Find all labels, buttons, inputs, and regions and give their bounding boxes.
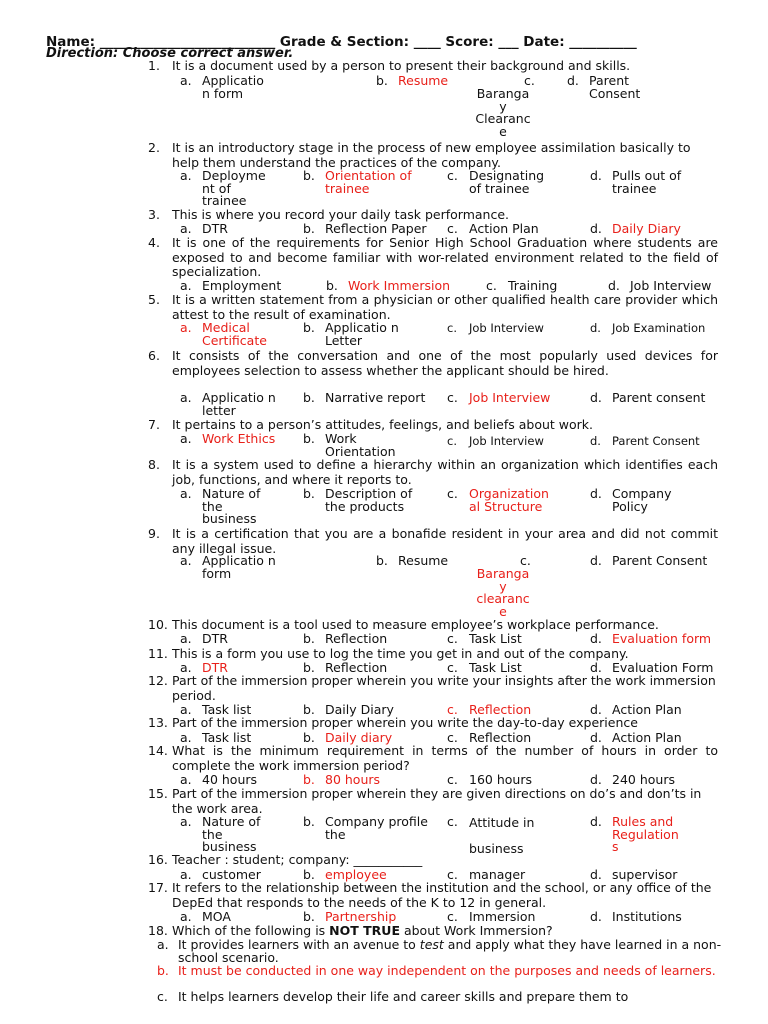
question-stem: What is the minimum requirement in terms of the number of hours in order to complete the work immersion period? xyxy=(172,743,718,773)
choice-text: DTR xyxy=(202,660,228,675)
header-line: Name: __________________________ Grade & Section: ____ Score: ___ Date: __________ xyxy=(46,34,637,50)
choice-letter: b. xyxy=(303,702,315,717)
choice-text: Designating of trainee xyxy=(469,168,545,196)
question-number: 1. xyxy=(148,58,160,73)
choice-text: Baranga y clearanc e xyxy=(476,566,530,619)
question-stem: This is where you record your daily task performance. xyxy=(172,207,509,222)
choice-letter: d. xyxy=(590,730,602,745)
choice-letter: c. xyxy=(447,168,458,183)
choice-letter: a. xyxy=(180,431,192,446)
choice-letter: c. xyxy=(447,221,458,236)
choices-1 xyxy=(180,73,740,139)
choice-letter: c. xyxy=(447,321,457,335)
question-5 xyxy=(148,293,718,322)
choice-c[interactable] xyxy=(447,223,567,236)
choice-letter: c. xyxy=(447,486,458,501)
choice-d[interactable] xyxy=(590,170,686,195)
choice-c[interactable] xyxy=(447,435,577,448)
choice-text: Partnership xyxy=(325,909,397,924)
choice-text: It provides learners with an avenue to test and apply what they have learned in a non-school scenario. xyxy=(178,937,722,965)
choice-b[interactable] xyxy=(376,555,476,568)
choice-letter: b. xyxy=(303,814,315,829)
choice-a[interactable] xyxy=(157,938,747,964)
choice-a[interactable] xyxy=(180,322,276,347)
question-13 xyxy=(148,716,718,731)
choice-a[interactable] xyxy=(180,555,276,580)
question-stem: Which of the following is NOT TRUE about Work Immersion? xyxy=(172,923,553,938)
choice-letter: d. xyxy=(590,434,601,448)
choice-letter: c. xyxy=(447,730,458,745)
choice-letter: a. xyxy=(180,814,192,829)
question-4 xyxy=(148,236,718,280)
choice-b[interactable] xyxy=(303,223,453,236)
choice-a[interactable] xyxy=(180,774,276,787)
choice-text: Work Ethics xyxy=(202,431,276,446)
question-stem: It consists of the conversation and one of the most popularly used devices for employees selection to assess whether the applicant should be hired. xyxy=(172,348,718,378)
choice-text: Task List xyxy=(469,631,522,646)
choice-text: Resume xyxy=(398,73,449,88)
choice-d[interactable] xyxy=(590,223,730,236)
question-stem: Part of the immersion proper wherein you write the day-to-day experience xyxy=(172,715,638,730)
question-number: 11. xyxy=(148,646,168,661)
choices-2 xyxy=(180,168,740,208)
question-stem: It is an introductory stage in the process of new employee assimilation basically to help them understand the practices of the company. xyxy=(172,140,691,170)
question-number: 15. xyxy=(148,786,168,801)
question-number: 10. xyxy=(148,617,168,632)
question-1 xyxy=(148,59,718,74)
choice-text: Action Plan xyxy=(612,702,682,717)
choice-a[interactable] xyxy=(180,280,310,293)
question-stem: It is a certification that you are a bonafide resident in your area and did not commit any illegal issue. xyxy=(172,526,718,556)
choice-a[interactable] xyxy=(180,73,264,101)
choice-letter: a. xyxy=(180,221,192,236)
choice-text: Applicatio n letter xyxy=(202,390,276,418)
choice-text: Rules and Regulation s xyxy=(612,814,679,854)
choice-a[interactable] xyxy=(180,392,276,417)
choice-text: Deployme nt of trainee xyxy=(202,168,266,208)
choice-letter: d. xyxy=(590,909,602,924)
choice-c[interactable] xyxy=(447,322,577,335)
question-number: 4. xyxy=(148,235,160,250)
choice-text: Company profile the xyxy=(325,814,428,842)
choice-text: 240 hours xyxy=(612,772,675,787)
choice-d[interactable] xyxy=(590,774,740,787)
choice-letter: a. xyxy=(180,486,192,501)
choices-8 xyxy=(180,486,740,526)
choice-text: Reflection Paper xyxy=(325,221,427,236)
question-8 xyxy=(148,458,718,487)
choices-6 xyxy=(180,390,740,418)
choice-letter: d. xyxy=(590,553,602,568)
choice-text: Reflection xyxy=(469,730,532,745)
choice-b[interactable] xyxy=(303,392,453,405)
question-17 xyxy=(148,881,718,910)
choice-text: Organization al Structure xyxy=(469,486,549,514)
choice-text: Immersion xyxy=(469,909,536,924)
choice-b[interactable] xyxy=(303,816,445,841)
choice-letter: a. xyxy=(180,278,192,293)
choice-letter: d. xyxy=(590,321,601,335)
choice-a[interactable] xyxy=(180,488,272,526)
choices-9 xyxy=(180,553,740,619)
choice-text: Action Plan xyxy=(469,221,539,236)
choice-a[interactable] xyxy=(180,223,290,236)
question-number: 2. xyxy=(148,140,160,155)
choice-letter: a. xyxy=(180,631,192,646)
choice-a[interactable] xyxy=(180,816,272,854)
choice-text: Training xyxy=(508,278,558,293)
choice-text: Evaluation Form xyxy=(612,660,714,675)
question-stem: Part of the immersion proper wherein they are given directions on do’s and don’ts in the work area. xyxy=(172,786,702,816)
choice-a[interactable] xyxy=(180,433,300,446)
choice-letter: d. xyxy=(608,278,620,293)
question-number: 18. xyxy=(148,923,168,938)
choices-15 xyxy=(180,814,740,856)
question-number: 5. xyxy=(148,292,160,307)
choice-letter: a. xyxy=(180,772,192,787)
choice-text: Description of the products xyxy=(325,486,413,514)
choice-text: Task list xyxy=(202,730,252,745)
choice-text: 40 hours xyxy=(202,772,258,787)
choice-d[interactable] xyxy=(590,392,740,405)
choice-b[interactable] xyxy=(303,911,433,924)
choice-text: Medical Certificate xyxy=(202,320,267,348)
choice-text: customer xyxy=(202,867,261,882)
choice-a[interactable] xyxy=(180,633,276,646)
choice-d[interactable] xyxy=(567,75,657,100)
question-number: 7. xyxy=(148,417,160,432)
choice-text: Daily diary xyxy=(325,730,393,745)
choice-letter: a. xyxy=(180,867,192,882)
question-number: 17. xyxy=(148,880,168,895)
choice-text: Baranga y Clearanc e xyxy=(475,86,531,139)
choice-c[interactable] xyxy=(447,911,557,924)
choice-text: MOA xyxy=(202,909,231,924)
choice-text: Attitude in business xyxy=(469,815,535,856)
choice-b[interactable] xyxy=(303,433,399,458)
question-stem: It is one of the requirements for Senior High School Graduation where students are exposed to and become familiar with wor-related environment related to the field of specialization. xyxy=(172,235,718,279)
choice-text: Applicatio n form xyxy=(202,553,276,581)
choice-text: Job Interview xyxy=(469,390,551,405)
choice-c[interactable] xyxy=(447,774,557,787)
question-stem: Part of the immersion proper wherein you write your insights after the work immersion period. xyxy=(172,673,716,703)
choice-letter: d. xyxy=(590,814,602,829)
question-number: 13. xyxy=(148,715,168,730)
choice-text: Company Policy xyxy=(612,486,672,514)
question-number: 16. xyxy=(148,852,168,867)
question-12 xyxy=(148,674,718,703)
question-6 xyxy=(148,349,718,378)
choice-text: 80 hours xyxy=(325,772,381,787)
choices-10 xyxy=(180,633,740,647)
choice-letter: c. xyxy=(447,434,457,448)
choice-letter: c. xyxy=(447,814,458,829)
question-16 xyxy=(148,853,718,868)
choice-text: Job Interview xyxy=(469,434,544,448)
choice-text: manager xyxy=(469,867,526,882)
choice-letter: b. xyxy=(376,553,388,568)
choice-letter: b. xyxy=(303,772,315,787)
choice-letter: c. xyxy=(447,702,458,717)
choice-text: Parent Consent xyxy=(612,553,708,568)
choice-letter: a. xyxy=(180,553,192,568)
choice-text: Daily Diary xyxy=(325,702,394,717)
choice-text: Job Examination xyxy=(612,321,706,335)
choice-a[interactable] xyxy=(180,911,276,924)
choices-5 xyxy=(180,320,740,348)
choice-text: supervisor xyxy=(612,867,678,882)
choice-letter: a. xyxy=(180,390,192,405)
choice-text: Reflection xyxy=(469,702,532,717)
choice-c[interactable] xyxy=(486,280,596,293)
choice-b[interactable] xyxy=(157,964,747,977)
choice-b[interactable] xyxy=(303,774,433,787)
choice-letter: a. xyxy=(180,168,192,183)
choice-letter: b. xyxy=(303,660,315,675)
question-stem: It is a document used by a person to present their background and skills. xyxy=(172,58,631,73)
choice-text: Narrative report xyxy=(325,390,426,405)
choice-text: DTR xyxy=(202,631,228,646)
choice-b[interactable] xyxy=(303,488,413,513)
choice-d[interactable] xyxy=(590,633,740,646)
question-9 xyxy=(148,527,718,556)
choice-letter: c. xyxy=(447,631,458,646)
question-stem: It is a system used to define a hierarchy within an organization which identifies each job, functions, and where it reports to. xyxy=(172,457,718,487)
question-number: 6. xyxy=(148,348,160,363)
choice-d[interactable] xyxy=(590,322,740,335)
choice-letter: c. xyxy=(447,867,458,882)
choice-letter: b. xyxy=(303,390,315,405)
choice-letter: a. xyxy=(157,937,169,952)
choice-text: It must be conducted in one way independent on the purposes and needs of learners. xyxy=(178,963,716,978)
choice-a[interactable] xyxy=(180,170,276,208)
choice-text: Job Interview xyxy=(469,321,544,335)
choice-d[interactable] xyxy=(590,816,686,854)
choice-letter: d. xyxy=(567,73,579,88)
choice-d[interactable] xyxy=(590,555,740,568)
choice-text: Task List xyxy=(469,660,522,675)
choice-text: Task list xyxy=(202,702,252,717)
choice-letter: b. xyxy=(303,631,315,646)
choice-text: Employment xyxy=(202,278,282,293)
choice-letter: d. xyxy=(590,631,602,646)
choice-letter: d. xyxy=(590,390,602,405)
choice-text: Parent Consent xyxy=(612,434,700,448)
choice-c[interactable] xyxy=(447,633,557,646)
choice-text: employee xyxy=(325,867,387,882)
question-stem: It pertains to a person’s attitudes, feelings, and beliefs about work. xyxy=(172,417,594,432)
choices-7 xyxy=(180,431,740,459)
choice-letter: b. xyxy=(303,730,315,745)
choice-c[interactable] xyxy=(474,555,538,618)
choice-letter: b. xyxy=(157,963,169,978)
direction-text: Direction: Choose correct answer. xyxy=(46,46,294,61)
choice-letter: b. xyxy=(303,867,315,882)
choice-text: Institutions xyxy=(612,909,682,924)
choice-letter: c. xyxy=(486,278,497,293)
choice-d[interactable] xyxy=(590,488,686,513)
choice-letter: b. xyxy=(303,168,315,183)
choice-letter: d. xyxy=(590,168,602,183)
question-14 xyxy=(148,744,718,773)
choice-text: It helps learners develop their life and career skills and prepare them to xyxy=(178,989,629,1004)
choice-letter: a. xyxy=(180,909,192,924)
choice-letter: c. xyxy=(157,989,168,1004)
choice-text: Nature of the business xyxy=(202,486,261,526)
choice-text: Work Orientation xyxy=(325,431,396,459)
question-number: 8. xyxy=(148,457,160,472)
choice-letter: d. xyxy=(590,867,602,882)
choice-letter: b. xyxy=(303,431,315,446)
choice-letter: a. xyxy=(180,702,192,717)
choice-letter: b. xyxy=(376,73,388,88)
choice-text: Reflection xyxy=(325,631,388,646)
question-number: 14. xyxy=(148,743,168,758)
question-15 xyxy=(148,787,718,816)
choice-letter: a. xyxy=(180,320,192,335)
choice-c[interactable] xyxy=(157,990,747,1003)
question-number: 3. xyxy=(148,207,160,222)
choice-text: Work Immersion xyxy=(348,278,451,293)
question-stem: It is a written statement from a physician or other qualified health care provider which attest to the result of examination. xyxy=(172,292,718,322)
question-stem: This is a form you use to log the time you get in and out of the company. xyxy=(172,646,629,661)
choice-c[interactable] xyxy=(447,488,563,513)
choice-letter: d. xyxy=(590,772,602,787)
question-2 xyxy=(148,141,718,170)
choice-letter: b. xyxy=(303,486,315,501)
choice-letter: c. xyxy=(520,553,531,568)
choice-letter: a. xyxy=(180,660,192,675)
choice-c[interactable] xyxy=(474,75,538,138)
choice-letter: b. xyxy=(303,909,315,924)
choice-letter: c. xyxy=(447,772,458,787)
choice-text: Applicatio n form xyxy=(202,73,264,101)
choice-d[interactable] xyxy=(590,911,740,924)
choice-b[interactable] xyxy=(303,322,399,347)
choice-b[interactable] xyxy=(303,170,415,195)
choice-letter: c. xyxy=(447,909,458,924)
choice-text: Daily Diary xyxy=(612,221,681,236)
choice-letter: d. xyxy=(590,486,602,501)
choice-text: Parent Consent xyxy=(589,73,641,101)
choice-text: 160 hours xyxy=(469,772,532,787)
choice-text: Pulls out of trainee xyxy=(612,168,682,196)
choice-letter: b. xyxy=(303,320,315,335)
question-stem: It refers to the relationship between the institution and the school, or any office of the DepEd that responds to the needs of the K to 12 in general. xyxy=(172,880,712,910)
choice-b[interactable] xyxy=(376,75,476,88)
choice-letter: d. xyxy=(590,660,602,675)
choice-c[interactable] xyxy=(447,170,557,195)
choice-letter: a. xyxy=(180,73,192,88)
choice-d[interactable] xyxy=(590,435,740,448)
choice-text: Nature of the business xyxy=(202,814,261,854)
choice-letter: c. xyxy=(524,73,535,88)
choice-b[interactable] xyxy=(303,633,433,646)
choice-letter: c. xyxy=(447,660,458,675)
choice-text: Applicatio n Letter xyxy=(325,320,399,348)
choice-text: Resume xyxy=(398,553,449,568)
question-number: 9. xyxy=(148,526,160,541)
choice-text: Reflection xyxy=(325,660,388,675)
question-stem: This document is a tool used to measure employee’s workplace performance. xyxy=(172,617,659,632)
choice-letter: a. xyxy=(180,730,192,745)
choice-text: Orientation of trainee xyxy=(325,168,412,196)
choice-text: Action Plan xyxy=(612,730,682,745)
question-stem: Teacher : student; company: ___________ xyxy=(172,852,423,867)
choice-d[interactable] xyxy=(608,280,738,293)
choice-text: Job Interview xyxy=(630,278,712,293)
choice-letter: b. xyxy=(326,278,338,293)
choice-letter: d. xyxy=(590,221,602,236)
choice-b[interactable] xyxy=(326,280,476,293)
choice-text: Parent consent xyxy=(612,390,706,405)
choice-text: DTR xyxy=(202,221,228,236)
choice-text: Evaluation form xyxy=(612,631,712,646)
choice-c[interactable] xyxy=(447,392,587,405)
choice-letter: b. xyxy=(303,221,315,236)
choice-letter: c. xyxy=(447,390,458,405)
choice-letter: d. xyxy=(590,702,602,717)
question-number: 12. xyxy=(148,673,168,688)
